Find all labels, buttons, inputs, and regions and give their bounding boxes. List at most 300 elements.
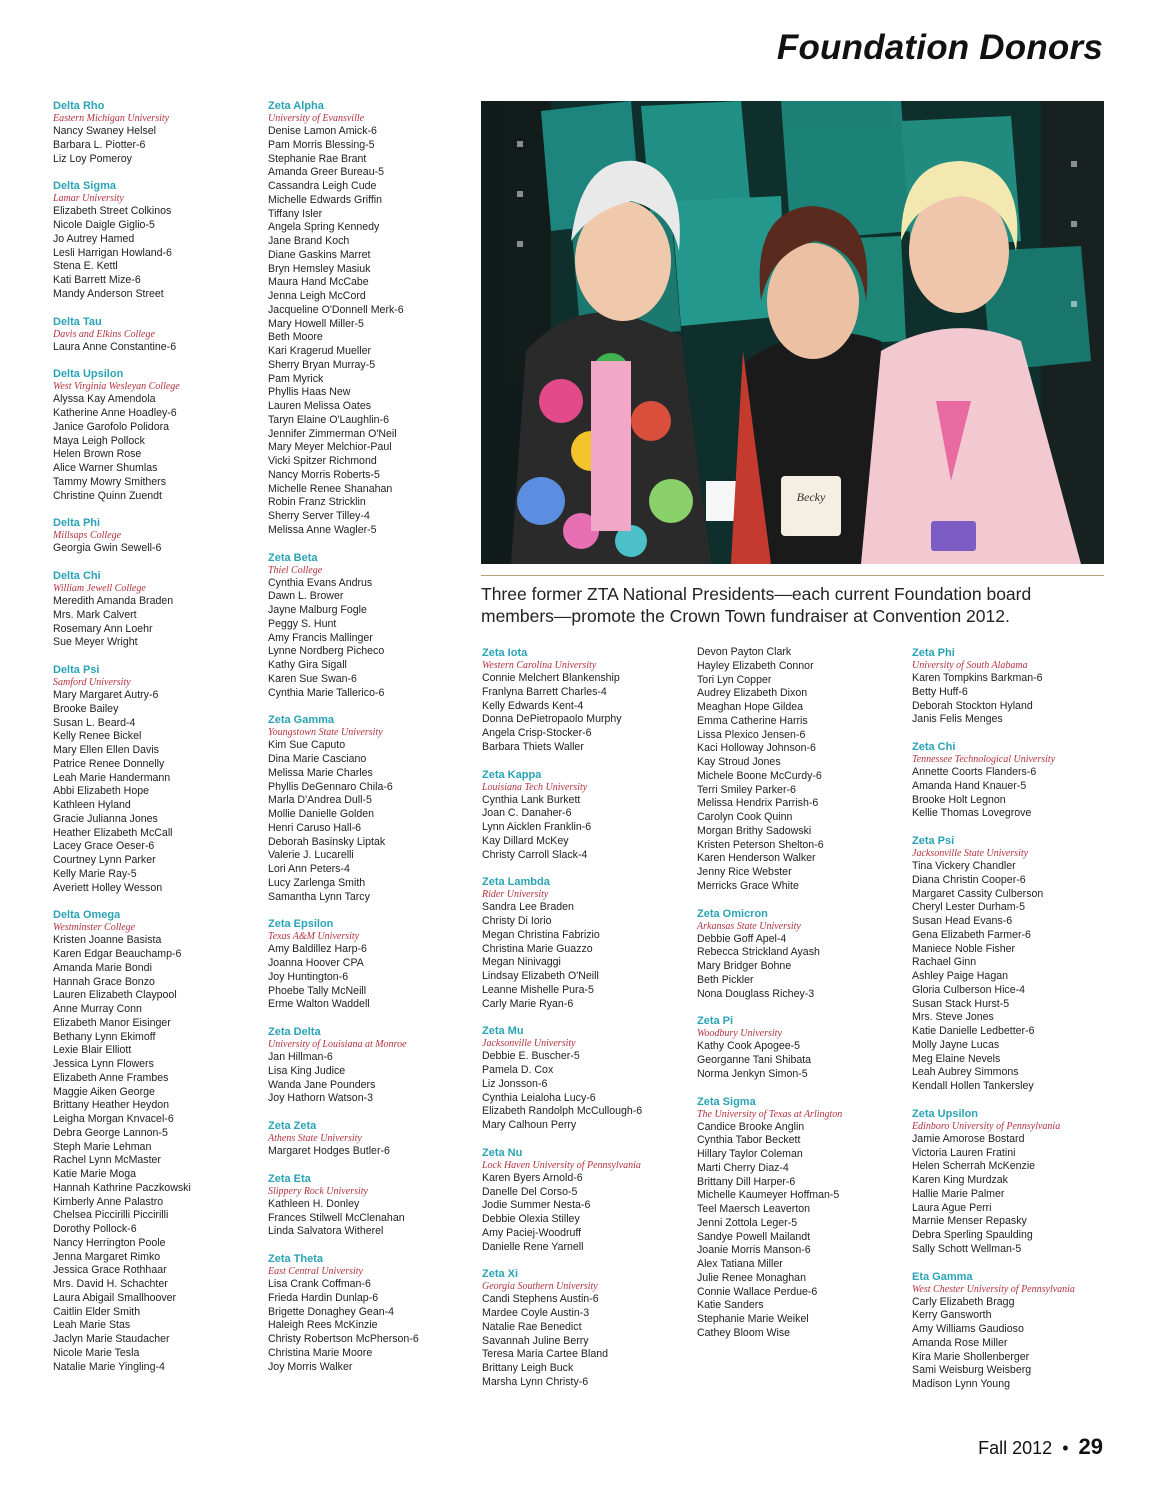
- chapter-name: Delta Phi: [53, 517, 101, 530]
- donor-name: Kim Sue Caputo: [268, 739, 346, 752]
- donor-name: Kaci Holloway Johnson-6: [697, 742, 816, 755]
- donor-name: Leah Aubrey Simmons: [912, 1066, 1019, 1079]
- donor-name: Dawn L. Brower: [268, 590, 344, 603]
- donor-name: Rachael Ginn: [912, 956, 977, 969]
- donor-name: Susan Stack Hurst-5: [912, 997, 1010, 1010]
- chapter-section: [53, 663, 243, 895]
- donor-name: Erme Walton Waddell: [268, 998, 370, 1011]
- donor-name: Leanne Mishelle Pura-5: [482, 983, 594, 996]
- donor-name: Karen Tompkins Barkman-6: [912, 672, 1043, 684]
- chapter-name: Zeta Nu: [482, 1146, 523, 1159]
- donor-name: Merricks Grace White: [697, 879, 799, 892]
- donor-name: Phyllis Haas New: [268, 386, 351, 399]
- chapter-name: Zeta Eta: [268, 1172, 311, 1185]
- donor-name: Cynthia Marie Tallerico-6: [268, 686, 385, 699]
- donor-name: Lori Ann Peters-4: [268, 863, 350, 875]
- donor-name: Danielle Rene Yarnell: [482, 1240, 584, 1253]
- donor-name: Beth Pickler: [697, 973, 754, 986]
- donor-name: Carly Marie Ryan-6: [482, 997, 574, 1010]
- donor-name: Laura Abigail Smallhoover: [53, 1291, 177, 1304]
- donor-name: Joy Hathorn Watson-3: [268, 1092, 374, 1105]
- donor-name: Melissa Hendrix Parrish-6: [697, 797, 819, 810]
- donor-name: Debra George Lannon-5: [53, 1126, 168, 1139]
- donor-name: Hillary Taylor Coleman: [697, 1148, 803, 1160]
- donor-name: Carolyn Cook Quinn: [697, 811, 793, 823]
- donor-name: Jacqueline O'Donnell Merk-6: [268, 303, 404, 316]
- donor-name: Jessica Lynn Flowers: [53, 1058, 154, 1070]
- donor-column-2: [268, 99, 468, 1387]
- school-name: Jacksonville University: [482, 1038, 576, 1050]
- donor-name: Susan Head Evans-6: [912, 915, 1013, 927]
- donor-name: Joan C. Danaher-6: [482, 807, 572, 820]
- donor-name: Emma Catherine Harris: [697, 714, 808, 727]
- chapter-section: [53, 99, 243, 166]
- donor-name: Joanie Morris Manson-6: [697, 1244, 811, 1257]
- donor-name: Mary Howell Miller-5: [268, 317, 364, 330]
- donor-name: Tammy Mowry Smithers: [53, 475, 167, 488]
- school-name: University of Louisiana at Monroe: [268, 1039, 407, 1050]
- donor-name: Kathleen H. Donley: [268, 1197, 360, 1210]
- donor-name: Sami Weisburg Weisberg: [912, 1364, 1032, 1377]
- chapter-section: [268, 99, 468, 538]
- chapter-section: [482, 646, 682, 755]
- donor-name: Sandye Powell Mailandt: [697, 1230, 811, 1243]
- donor-name: Barbara L. Piotter-6: [53, 138, 146, 151]
- donor-name: Bryn Hemsley Masiuk: [268, 262, 371, 275]
- donor-name: Cynthia Leialoha Lucy-6: [482, 1091, 596, 1104]
- school-name: Tennessee Technological University: [912, 754, 1056, 765]
- donor-name: Jaclyn Marie Staudacher: [53, 1333, 170, 1345]
- school-name: Jacksonville State University: [912, 848, 1029, 859]
- donor-name: Jenni Zottola Leger-5: [697, 1216, 798, 1229]
- school-name: Davis and Elkins College: [53, 328, 155, 340]
- chapter-name: Zeta Beta: [268, 551, 318, 564]
- donor-name: Lesli Harrigan Howland-6: [53, 246, 172, 259]
- donor-name: Tina Vickery Chandler: [912, 860, 1016, 872]
- donor-name: Maggie Aiken George: [53, 1085, 155, 1098]
- donor-name: Joy Morris Walker: [268, 1360, 353, 1373]
- donor-name: Amy Williams Gaudioso: [912, 1323, 1024, 1335]
- donor-name: Marnie Menser Repasky: [912, 1215, 1027, 1228]
- donor-name: Natalie Marie Yingling-4: [53, 1360, 165, 1373]
- donor-name: Karen Byers Arnold-6: [482, 1171, 583, 1184]
- donor-name: Vicki Spitzer Richmond: [268, 455, 377, 467]
- donor-name: Margaret Cassity Culberson: [912, 887, 1044, 900]
- donor-name: Christine Quinn Zuendt: [53, 489, 162, 502]
- donor-name: Brigette Donaghey Gean-4: [268, 1305, 395, 1318]
- donor-name: Beth Moore: [268, 331, 323, 344]
- school-name: William Jewell College: [53, 583, 146, 594]
- chapter-section: [482, 1146, 682, 1255]
- donor-name: Elizabeth Manor Eisinger: [53, 1016, 171, 1029]
- chapter-section: [53, 569, 243, 650]
- donor-name: Christina Marie Guazzo: [482, 942, 593, 955]
- donor-name: Heather Elizabeth McCall: [53, 826, 173, 839]
- donor-name: Kari Kragerud Mueller: [268, 345, 372, 357]
- chapter-section: [268, 1119, 468, 1159]
- donor-name: Amanda Marie Bondi: [53, 961, 152, 974]
- donor-name: Rosemary Ann Loehr: [53, 622, 153, 635]
- chapter-section: [268, 1252, 468, 1374]
- donor-name: Helen Scherrah McKenzie: [912, 1160, 1036, 1173]
- donor-name: Mardee Coyle Austin-3: [482, 1307, 590, 1319]
- chapter-name: Zeta Iota: [482, 647, 528, 659]
- donor-name: Mandy Anderson Street: [53, 287, 164, 300]
- donor-name: Connie Melchert Blankenship: [482, 672, 620, 684]
- donor-name: Tori Lyn Copper: [697, 673, 772, 686]
- donor-name: Jessica Grace Rothhaar: [53, 1264, 167, 1277]
- donor-name: Michelle Renee Shanahan: [268, 482, 393, 495]
- donor-name: Karen King Murdzak: [912, 1174, 1008, 1186]
- chapter-name: Delta Chi: [53, 570, 101, 582]
- donor-name: Patrice Renee Donnelly: [53, 757, 165, 770]
- chapter-name: Zeta Gamma: [268, 714, 335, 727]
- chapter-name: Delta Rho: [53, 100, 105, 112]
- donor-name: Marti Cherry Diaz-4: [697, 1161, 789, 1174]
- school-name: The University of Texas at Arlington: [697, 1108, 843, 1120]
- donor-name: Leah Marie Stas: [53, 1319, 131, 1332]
- donor-name: Annette Coorts Flanders-6: [912, 766, 1037, 778]
- donor-name: Jo Autrey Hamed: [53, 232, 135, 245]
- donor-name: Lindsay Elizabeth O'Neill: [482, 970, 599, 982]
- chapter-name: Zeta Chi: [912, 741, 956, 753]
- donor-name: Marla D'Andrea Dull-5: [268, 794, 372, 807]
- donor-name: Cathey Bloom Wise: [697, 1326, 791, 1339]
- donor-name: Henri Caruso Hall-6: [268, 821, 362, 834]
- donor-name: Alex Tatiana Miller: [697, 1258, 783, 1270]
- school-name: Western Carolina University: [482, 660, 597, 671]
- chapter-name: Zeta Epsilon: [268, 918, 334, 931]
- chapter-name: Zeta Theta: [268, 1253, 324, 1265]
- donor-name: Kerry Gansworth: [912, 1309, 992, 1322]
- donor-name: Elizabeth Anne Frambes: [53, 1071, 169, 1084]
- donor-name: Hannah Grace Bonzo: [53, 975, 155, 988]
- donor-name: Lissa Plexico Jensen-6: [697, 728, 806, 741]
- donor-name: Michele Boone McCurdy-6: [697, 769, 822, 782]
- donor-name: Laura Ague Perri: [912, 1201, 992, 1214]
- donor-name: Jodie Summer Nesta-6: [482, 1199, 591, 1212]
- donor-name: Denise Lamon Amick-6: [268, 125, 377, 137]
- chapter-name: Zeta Phi: [912, 647, 955, 659]
- donor-name: Mary Margaret Autry-6: [53, 689, 159, 701]
- donor-name: Megan Christina Fabrizio: [482, 928, 600, 941]
- donor-name: Kristen Joanne Basista: [53, 934, 162, 947]
- donor-name: Katie Sanders: [697, 1299, 764, 1312]
- donor-name: Norma Jenkyn Simon-5: [697, 1067, 808, 1080]
- donor-name: Leah Marie Handermann: [53, 771, 171, 784]
- donor-name: Nona Douglass Richey-3: [697, 987, 815, 1000]
- donor-name: Debra Sperling Spaulding: [912, 1229, 1033, 1241]
- chapter-name: Zeta Delta: [268, 1026, 321, 1038]
- donor-name: Katie Marie Moga: [53, 1168, 137, 1180]
- donor-name: Ashley Paige Hagan: [912, 970, 1008, 982]
- donor-name: Kelly Marie Ray-5: [53, 867, 137, 880]
- chapter-section: [268, 1172, 468, 1239]
- donor-name: Stena E. Kettl: [53, 260, 118, 273]
- donor-name: Gena Elizabeth Farmer-6: [912, 928, 1031, 941]
- donor-name: Betty Huff-6: [912, 685, 968, 698]
- chapter-section: [697, 1014, 897, 1081]
- donor-name: Jennifer Zimmerman O'Neil: [268, 427, 397, 440]
- donor-name: Bethany Lynn Ekimoff: [53, 1030, 156, 1043]
- chapter-section: [482, 1024, 682, 1133]
- issue-label: Fall 2012: [978, 1438, 1053, 1458]
- school-name: Edinboro University of Pennsylvania: [912, 1120, 1061, 1132]
- donor-name: Meaghan Hope Gildea: [697, 701, 804, 713]
- donor-name: Sally Schott Wellman-5: [912, 1242, 1022, 1255]
- donor-name: Kristen Peterson Shelton-6: [697, 838, 824, 851]
- donor-name: Michelle Kaumeyer Hoffman-5: [697, 1189, 840, 1202]
- donor-name: Melissa Marie Charles: [268, 766, 373, 779]
- donor-name: Susan L. Beard-4: [53, 716, 136, 729]
- donor-name: Victoria Lauren Fratini: [912, 1146, 1016, 1159]
- donor-name: Phyllis DeGennaro Chila-6: [268, 780, 393, 793]
- school-name: Slippery Rock University: [268, 1185, 368, 1197]
- donor-name: Elizabeth Street Colkinos: [53, 205, 172, 218]
- donor-name: Angela Spring Kennedy: [268, 221, 380, 234]
- donor-name: Jenna Margaret Rimko: [53, 1250, 161, 1263]
- donor-name: Tiffany Isler: [268, 207, 323, 220]
- school-name: Louisiana Tech University: [482, 781, 588, 793]
- donor-name: Mrs. Mark Calvert: [53, 608, 137, 621]
- donor-column-3: [482, 646, 682, 1403]
- school-name: Lock Haven University of Pennsylvania: [482, 1159, 641, 1171]
- school-name: Lamar University: [53, 193, 124, 205]
- school-name: Arkansas State University: [697, 920, 801, 932]
- donor-name: Barbara Thiets Waller: [482, 740, 584, 753]
- school-name: Westminster College: [53, 922, 136, 934]
- donor-name: Sandra Lee Braden: [482, 901, 574, 914]
- donor-name: Kathy Cook Apogee-5: [697, 1040, 801, 1053]
- donor-name: Karen Henderson Walker: [697, 852, 816, 865]
- donor-name: Hayley Elizabeth Connor: [697, 659, 814, 672]
- donor-name: Mary Ellen Ellen Davis: [53, 744, 159, 756]
- donor-name: Georganne Tani Shibata: [697, 1054, 812, 1066]
- chapter-name: Eta Gamma: [912, 1270, 973, 1283]
- donor-name: Deborah Basinsky Liptak: [268, 835, 386, 848]
- chapter-section: [697, 1095, 897, 1341]
- donor-name: Marsha Lynn Christy-6: [482, 1375, 589, 1388]
- donor-name: Kira Marie Shollenberger: [912, 1350, 1030, 1363]
- donor-name: Lacey Grace Oeser-6: [53, 840, 155, 853]
- donor-name: Audrey Elizabeth Dixon: [697, 687, 808, 700]
- donor-name: Hannah Kathrine Paczkowski: [53, 1181, 191, 1194]
- donor-name: Deborah Stockton Hyland: [912, 699, 1033, 712]
- chapter-section: [912, 646, 1102, 727]
- chapter-section: [482, 1267, 682, 1389]
- donor-name: Maura Hand McCabe: [268, 276, 369, 289]
- chapter-name: Delta Sigma: [53, 180, 116, 193]
- donor-name: Nicole Marie Tesla: [53, 1346, 140, 1359]
- donor-name: Carly Elizabeth Bragg: [912, 1295, 1015, 1308]
- donor-name: Kendall Hollen Tankersley: [912, 1080, 1034, 1092]
- donor-name: Sherry Bryan Murray-5: [268, 358, 376, 371]
- donor-name: Jan Hillman-6: [268, 1051, 333, 1063]
- school-name: Texas A&M University: [268, 931, 360, 943]
- donor-name: Cassandra Leigh Cude: [268, 180, 377, 192]
- donor-name: Candice Brooke Anglin: [697, 1120, 805, 1133]
- chapter-section: [268, 917, 468, 1012]
- chapter-name: Zeta Psi: [912, 835, 955, 847]
- donor-name: Haleigh Rees McKinzie: [268, 1319, 378, 1332]
- chapter-section: [268, 713, 468, 904]
- school-name: Georgia Southern University: [482, 1281, 598, 1293]
- donor-name: Steph Marie Lehman: [53, 1140, 152, 1153]
- donor-name: Jayne Malburg Fogle: [268, 604, 367, 616]
- donor-name: Madison Lynn Young: [912, 1378, 1010, 1390]
- donor-name: Liz Loy Pomeroy: [53, 152, 132, 165]
- donor-column-5: [912, 646, 1102, 1405]
- donor-name: Donna DePietropaolo Murphy: [482, 713, 622, 726]
- donor-name: Rebecca Strickland Ayash: [697, 946, 820, 959]
- donor-name: Anne Murray Conn: [53, 1003, 142, 1015]
- chapter-name: Zeta Alpha: [268, 100, 324, 112]
- donor-name: Mary Bridger Bohne: [697, 960, 792, 972]
- chapter-section: [53, 179, 243, 301]
- donor-name: Meredith Amanda Braden: [53, 595, 174, 607]
- school-name: West Virginia Wesleyan College: [53, 381, 180, 393]
- donor-name: Chelsea Piccirilli Piccirilli: [53, 1209, 169, 1222]
- donor-name: Pamela D. Cox: [482, 1064, 554, 1076]
- donor-name: Kelly Edwards Kent-4: [482, 699, 584, 712]
- donor-name: Peggy S. Hunt: [268, 617, 337, 630]
- donor-name: Brooke Bailey: [53, 702, 119, 715]
- donor-name: Nicole Daigle Giglio-5: [53, 219, 155, 231]
- donor-name: Kathy Gira Sigall: [268, 659, 347, 671]
- donor-name: Cynthia Tabor Beckett: [697, 1134, 801, 1147]
- chapter-section: [912, 1107, 1102, 1257]
- donor-name: Lisa Crank Coffman-6: [268, 1278, 371, 1290]
- photo-caption: Three former ZTA National Presidents—each current Foundation board members—promote the Crown Town fundraiser at Convention 2012.: [481, 584, 1032, 626]
- donor-name: Megan Ninivaggi: [482, 956, 561, 969]
- donor-name: Karen Sue Swan-6: [268, 672, 357, 685]
- chapter-name: Delta Psi: [53, 664, 100, 676]
- chapter-section: [268, 551, 468, 701]
- school-name: Millsaps College: [53, 530, 122, 542]
- donor-name: Devon Payton Clark: [697, 646, 792, 658]
- chapter-section: [53, 908, 243, 1374]
- donor-name: Linda Salvatora Witherel: [268, 1225, 384, 1238]
- donor-name: Taryn Elaine O'Laughlin-6: [268, 413, 389, 426]
- donor-name: Danelle Del Corso-5: [482, 1185, 578, 1198]
- chapter-name: Zeta Xi: [482, 1268, 519, 1281]
- chapter-section: [482, 875, 682, 1011]
- donor-name: Natalie Rae Benedict: [482, 1320, 582, 1333]
- donor-name: Christy Di Iorio: [482, 915, 552, 927]
- donor-name: Joy Huntington-6: [268, 970, 349, 983]
- school-name: Rider University: [482, 889, 549, 901]
- donor-name: Lauren Elizabeth Claypool: [53, 989, 177, 1002]
- school-name: Eastern Michigan University: [53, 113, 170, 124]
- donor-name: Rachel Lynn McMaster: [53, 1154, 161, 1167]
- donor-name: Diane Gaskins Marret: [268, 248, 371, 261]
- chapter-section: [912, 1270, 1102, 1392]
- donor-name: Angela Crisp-Stocker-6: [482, 727, 592, 739]
- school-name: University of South Alabama: [912, 660, 1028, 671]
- donor-name: Kathleen Hyland: [53, 799, 131, 811]
- donor-name: Nancy Morris Roberts-5: [268, 468, 380, 481]
- school-name: Athens State University: [268, 1133, 362, 1144]
- donor-name: Janis Felis Menges: [912, 713, 1003, 726]
- donor-name: Amy Francis Mallinger: [268, 631, 373, 644]
- chapter-name: Zeta Zeta: [268, 1120, 317, 1132]
- donor-name: Amy Paciej-Woodruff: [482, 1226, 582, 1239]
- chapter-name: Delta Upsilon: [53, 368, 124, 381]
- donor-name: Meg Elaine Nevels: [912, 1052, 1001, 1065]
- chapter-section: [268, 1025, 468, 1106]
- donor-name: Mrs. David H. Schachter: [53, 1278, 168, 1290]
- donor-name: Cynthia Lank Burkett: [482, 793, 581, 806]
- donor-name: Brittany Dill Harper-6: [697, 1175, 796, 1188]
- donor-name: Jamie Amorose Bostard: [912, 1132, 1025, 1145]
- chapter-name: Zeta Sigma: [697, 1095, 756, 1108]
- donor-name: Dorothy Pollock-6: [53, 1223, 137, 1235]
- donor-name: Lexie Blair Elliott: [53, 1044, 132, 1057]
- donor-name: Kay Stroud Jones: [697, 756, 781, 768]
- donor-name: Mollie Danielle Golden: [268, 808, 374, 820]
- chapter-section: [912, 834, 1102, 1094]
- donor-name: Karen Edgar Beauchamp-6: [53, 948, 182, 960]
- donor-name: Jenna Leigh McCord: [268, 290, 366, 302]
- donor-name: Lynne Nordberg Picheco: [268, 645, 385, 658]
- donor-name: Frances Stilwell McClenahan: [268, 1211, 405, 1224]
- donor-name: Gracie Julianna Jones: [53, 812, 158, 825]
- donor-name: Phoebe Tally McNeill: [268, 984, 367, 997]
- chapter-section: [697, 907, 897, 1002]
- donor-name: Connie Wallace Perdue-6: [697, 1285, 818, 1298]
- donor-name: Franlyna Barrett Charles-4: [482, 685, 607, 698]
- donor-name: Kati Barrett Mize-6: [53, 274, 141, 286]
- donor-name: Christy Robertson McPherson-6: [268, 1333, 419, 1345]
- donor-name: Christy Carroll Slack-4: [482, 848, 588, 861]
- donor-name: Lisa King Judice: [268, 1064, 346, 1077]
- donor-name: Cheryl Lester Durham-5: [912, 901, 1026, 914]
- donor-name: Georgia Gwin Sewell-6: [53, 542, 162, 555]
- donor-name: Samantha Lynn Tarcy: [268, 890, 370, 903]
- donor-name: Julie Renee Monaghan: [697, 1271, 806, 1284]
- chapter-name: Zeta Omicron: [697, 907, 768, 920]
- donor-name: Molly Jayne Lucas: [912, 1038, 1000, 1051]
- donor-name: Debbie Olexia Stilley: [482, 1213, 580, 1225]
- donor-name: Pam Myrick: [268, 372, 324, 385]
- donor-column-1: [53, 99, 243, 1387]
- school-name: Woodbury University: [697, 1028, 782, 1040]
- school-name: Samford University: [53, 677, 131, 688]
- convention-photo: [481, 101, 1104, 564]
- school-name: East Central University: [268, 1266, 363, 1277]
- chapter-name: Zeta Pi: [697, 1015, 734, 1028]
- donor-name: Brittany Heather Heydon: [53, 1099, 170, 1112]
- donor-name: Terri Smiley Parker-6: [697, 783, 796, 796]
- school-name: West Chester University of Pennsylvania: [912, 1283, 1075, 1295]
- donor-name: Lynn Aicklen Franklin-6: [482, 821, 592, 833]
- donor-name: Nancy Swaney Helsel: [53, 125, 157, 137]
- chapter-section: [53, 367, 243, 503]
- donor-name: Caitlin Elder Smith: [53, 1305, 141, 1318]
- donor-name: Alice Warner Shumlas: [53, 462, 158, 474]
- donor-name: Teel Maersch Leaverton: [697, 1203, 811, 1215]
- donor-name: Dina Marie Casciano: [268, 753, 367, 765]
- donor-name: Janice Garofolo Polidora: [53, 420, 170, 433]
- chapter-section: [53, 516, 243, 556]
- donor-name: Valerie J. Lucarelli: [268, 849, 354, 862]
- donor-name: Sue Meyer Wright: [53, 636, 138, 649]
- donor-name: Liz Jonsson-6: [482, 1077, 548, 1090]
- donor-name: Kellie Thomas Lovegrove: [912, 807, 1032, 820]
- chapter-name: Zeta Lambda: [482, 876, 550, 889]
- donor-name: Jenny Rice Webster: [697, 866, 792, 878]
- donor-name: Stephanie Marie Weikel: [697, 1313, 809, 1325]
